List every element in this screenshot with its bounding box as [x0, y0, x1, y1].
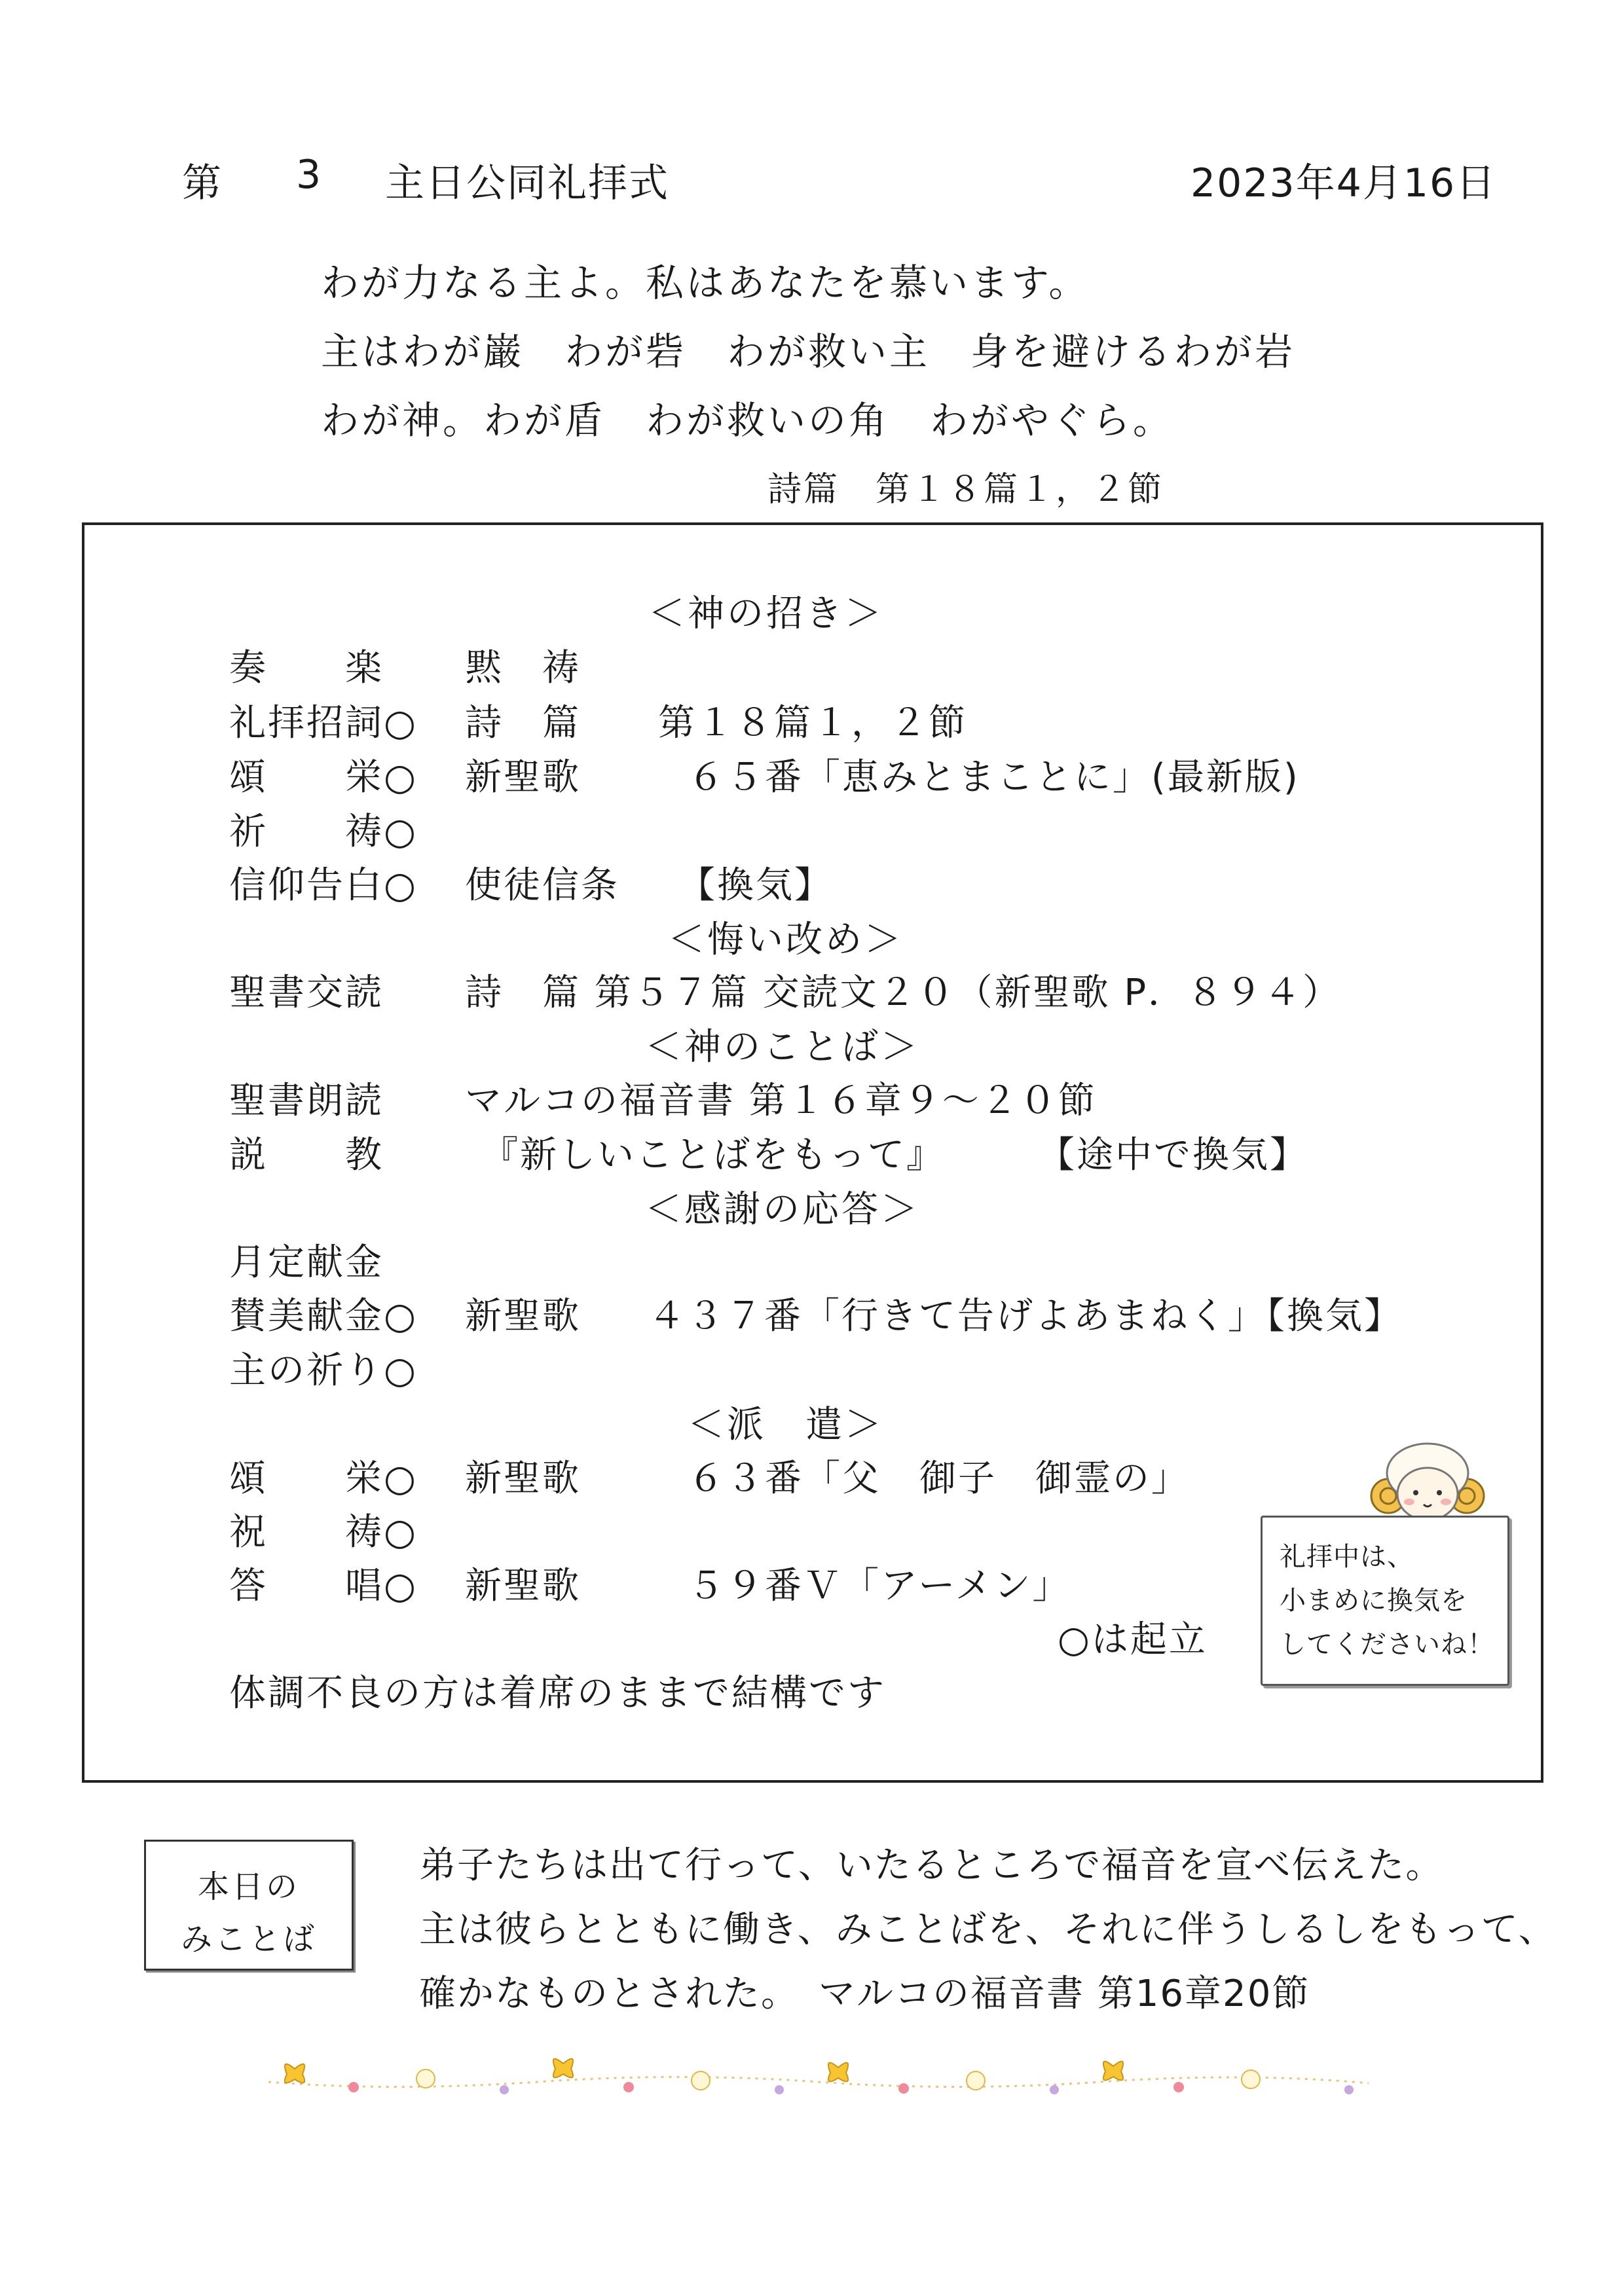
section-call: ＜神の招き＞: [648, 592, 884, 635]
section-sending: ＜派 遣＞: [688, 1404, 884, 1446]
soukaku-value: 黙 祷: [465, 647, 581, 689]
amen-value: ５９番Ｖ「アーメン」: [688, 1565, 1071, 1607]
todays-word-line-2: 主は彼らとともに働き、みことばを、それに伴うしるしをもって、: [419, 1908, 1557, 1951]
creed-label: 信仰告白○: [229, 864, 418, 907]
reading1-value: 詩 篇 第５７篇 交読文２０（新聖歌 P．８９４）: [465, 972, 1342, 1014]
praise1-value: ６５番「恵みとまことに」(最新版): [688, 756, 1300, 799]
service-number: 3: [296, 152, 323, 198]
psalm-reference: 詩篇 第１８篇１，２節: [767, 470, 1164, 509]
todays-word-line-1: 弟子たちは出て行って、いたるところで福音を宣べ伝えた。: [419, 1844, 1444, 1887]
soukaku-label: 奏 楽: [229, 647, 384, 689]
psalm-line-3: わが神。わが盾 わが救いの角 わがやぐら。: [321, 398, 1174, 443]
note-line-1: 礼拝中は、: [1280, 1542, 1414, 1572]
amen-label: 答 唱○: [229, 1565, 418, 1607]
service-title: 主日公同礼拝式: [385, 160, 669, 206]
psalm-line-1: わが力なる主よ。私はあなたを慕います。: [321, 261, 1090, 305]
reading2-label: 聖書朗読: [229, 1080, 384, 1122]
lords-prayer-label: 主の祈り○: [229, 1349, 418, 1392]
offering-value: ４３７番「行きて告げよあまねく」【換気】: [648, 1295, 1403, 1338]
ventilation-note: [1261, 1516, 1509, 1686]
sermon-label: 説 教: [229, 1134, 384, 1176]
todays-word-label-1: 本日の: [197, 1868, 300, 1905]
praise2-value: ６３番「父 御子 御霊の」: [688, 1457, 1190, 1500]
reading2-value: マルコの福音書 第１６章９～２０節: [465, 1080, 1097, 1122]
todays-word-label-2: みことば: [180, 1921, 317, 1958]
praise1-book: 新聖歌: [465, 756, 581, 799]
flower-butterfly-border-icon: [262, 2043, 1375, 2108]
sermon-title: 『新しいことばをもって』: [481, 1134, 945, 1176]
creed-value: 使徒信条 【換気】: [465, 864, 833, 907]
call-value: 詩 篇 第１８篇１，２節: [465, 702, 967, 744]
blessing-label: 祝 祷○: [229, 1511, 418, 1554]
reading1-label: 聖書交読: [229, 972, 384, 1014]
amen-book: 新聖歌: [465, 1565, 581, 1607]
praise2-book: 新聖歌: [465, 1457, 581, 1500]
header-dai: 第: [182, 160, 223, 206]
todays-word-line-3: 確かなものとされた。 マルコの福音書 第16章20節: [419, 1973, 1310, 2015]
sermon-note: 【途中で換気】: [1038, 1134, 1308, 1176]
note-line-3: してくださいね！: [1280, 1630, 1494, 1660]
service-date: 2023年4月16日: [1190, 160, 1497, 206]
health-note: 体調不良の方は着席のままで結構です: [229, 1672, 886, 1715]
praise1-label: 頌 栄○: [229, 756, 418, 799]
section-word: ＜神のことば＞: [645, 1026, 920, 1068]
sheep-mascot-icon: [1362, 1434, 1493, 1525]
monthly-offering-label: 月定献金: [229, 1241, 384, 1284]
todays-word-box: [144, 1840, 354, 1971]
prayer-label: 祈 祷○: [229, 811, 418, 853]
section-response: ＜感謝の応答＞: [645, 1188, 920, 1231]
psalm-line-2: 主はわが巌 わが砦 わが救い主 身を避けるわが岩: [321, 329, 1296, 374]
praise2-label: 頌 栄○: [229, 1457, 418, 1500]
call-label: 礼拝招詞○: [229, 702, 418, 744]
stand-note: ○は起立: [1058, 1618, 1208, 1661]
offering-book: 新聖歌: [465, 1295, 581, 1338]
section-repent: ＜悔い改め＞: [668, 919, 904, 961]
offering-label: 賛美献金○: [229, 1295, 418, 1338]
note-line-2: 小まめに換気を: [1280, 1586, 1467, 1616]
